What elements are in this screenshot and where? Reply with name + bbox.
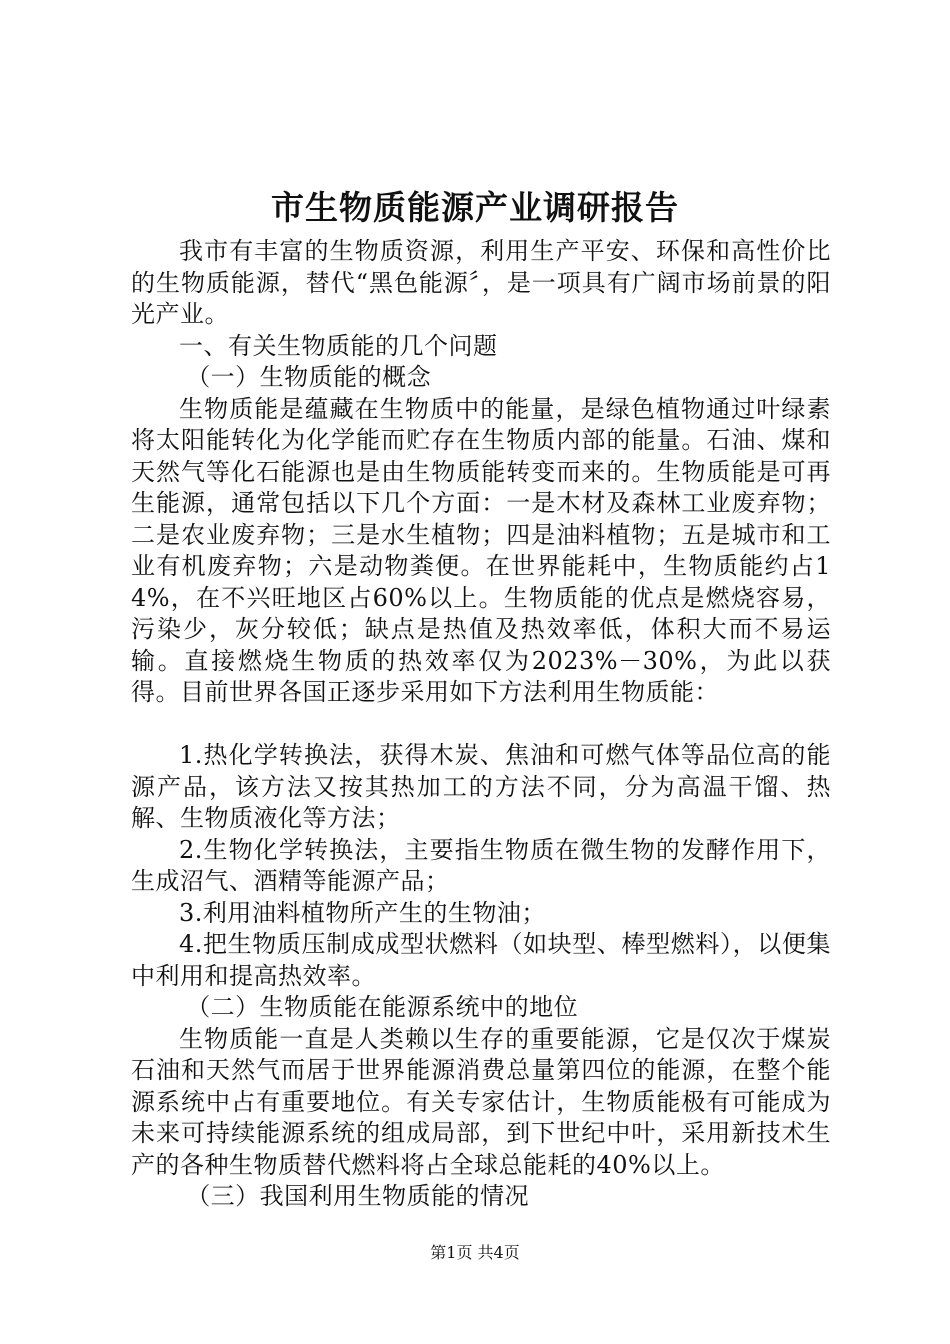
section-heading-1: 一、有关生物质能的几个问题 [179, 331, 498, 360]
intro-paragraph: 我市有丰富的生物质资源，利用生产平安、环保和高性价比的生物质能源，替代“黑色能源〞，是一项具有广阔市场前景的阳光产业。 [131, 237, 831, 328]
subsection-heading-2: （二）生物质能在能源系统中的地位 [186, 993, 579, 1021]
document-body [131, 236, 831, 1213]
method-item-1: 1.热化学转换法，获得木炭、焦油和可燃气体等品位高的能源产品，该方法又按其热加工的方法不同，分为高温干馏、热解、生物质液化等方法； [131, 741, 831, 832]
status-paragraph: 生物质能一直是人类赖以生存的重要能源，它是仅次于煤炭石油和天然气而居于世界能源消费总量第四位的能源，在整个能源系统中占有重要地位。有关专家估计，生物质能极有可能成为未来可持续能源系统的组成局部，到下世纪中叶，采用新技术生产的各种生物质替代燃料将占全球总能耗的40%以上。 [131, 1024, 831, 1179]
paragraph-gap [131, 709, 831, 741]
subsection-heading-3: （三）我国利用生物质能的情况 [186, 1182, 530, 1210]
page-footer: 第1页 共4页 [430, 1243, 520, 1262]
document-title: 市生物质能源产业调研报告 [271, 188, 679, 227]
method-item-3: 3.利用油料植物所产生的生物油； [179, 898, 546, 927]
concept-paragraph: 生物质能是蕴藏在生物质中的能量，是绿色植物通过叶绿素将太阳能转化为化学能而贮存在生物质内部的能量。石油、煤和天然气等化石能源也是由生物质能转变而来的。生物质能是可再生能源，通常包括以下几个方面：一是木材及森林工业废弃物；二是农业废弃物；三是水生植物；四是油料植物；五是城市和工业有机废弃物；六是动物粪便。在世界能耗中，生物质能约占14%，在不兴旺地区占60%以上。生物质能的优点是燃烧容易，污染少，灰分较低；缺点是热值及热效率低，体积大而不易运输。直接燃烧生物质的热效率仅为2023%－30%，为此以获得。目前世界各国正逐步采用如下方法利用生物质能： [131, 394, 831, 706]
method-item-4: 4.把生物质压制成成型状燃料（如块型、棒型燃料），以便集中利用和提高热效率。 [131, 930, 831, 990]
method-item-2: 2.生物化学转换法，主要指生物质在微生物的发酵作用下，生成沼气、酒精等能源产品； [131, 835, 831, 895]
subsection-heading-1: （一）生物质能的概念 [186, 363, 432, 391]
